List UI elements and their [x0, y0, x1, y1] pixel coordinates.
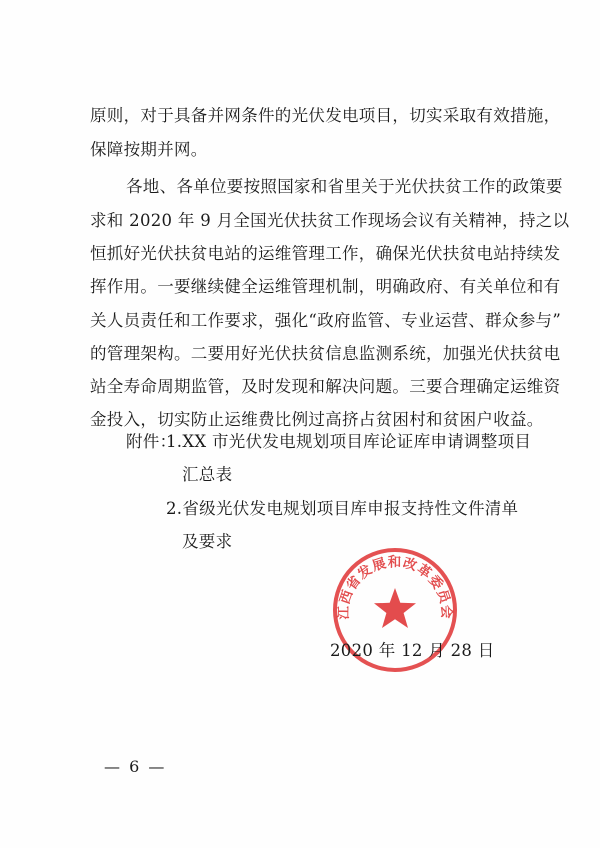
paragraph-2-line-3: 恒抓好光伏扶贫电站的运维管理工作，确保光伏扶贫电站持续发 — [90, 244, 561, 263]
attachment-1-line-2: 汇总表 — [182, 465, 233, 484]
attachment-2-line-1: 2.省级光伏发电规划项目库申报支持性文件清单 — [166, 499, 519, 518]
paragraph-2-line-4: 挥作用。一要继续健全运维管理机制，明确政府、有关单位和有 — [90, 277, 561, 296]
paragraph-2-line-5: 关人员责任和工作要求，强化“政府监管、专业运营、群众参与” — [90, 311, 562, 330]
issue-date: 2020 年 12 月 28 日 — [330, 641, 495, 660]
paragraph-2-line-6: 的管理架构。二要用好光伏扶贫信息监测系统，加强光伏扶贫电 — [90, 344, 561, 363]
paragraph-2-line-7: 站全寿命周期监管，及时发现和解决问题。三要合理确定运维资 — [90, 377, 561, 396]
paragraph-1-line-2: 保障按期并网。 — [90, 140, 208, 159]
paragraph-2-line-8: 金投入，切实防止运维费比例过高挤占贫困村和贫困户收益。 — [90, 410, 544, 429]
attachments-label: 附件： — [126, 432, 177, 451]
paragraph-1-line-1: 原则，对于具备并网条件的光伏发电项目，切实采取有效措施， — [90, 106, 561, 125]
seal-text: 江西省发展和改革委员会 — [335, 554, 455, 620]
paragraph-2-line-2: 求和 2020 年 9 月全国光伏扶贫工作现场会议有关精神，持之以 — [90, 211, 570, 230]
attachment-2-line-2: 及要求 — [182, 532, 233, 551]
attachment-1-line-1: 1.XX 市光伏发电规划项目库论证库申请调整项目 — [166, 432, 532, 451]
page-number: — 6 — — [104, 757, 167, 776]
seal-star-icon — [374, 588, 416, 628]
paragraph-2-line-1: 各地、各单位要按照国家和省里关于光伏扶贫工作的政策要 — [126, 177, 563, 196]
